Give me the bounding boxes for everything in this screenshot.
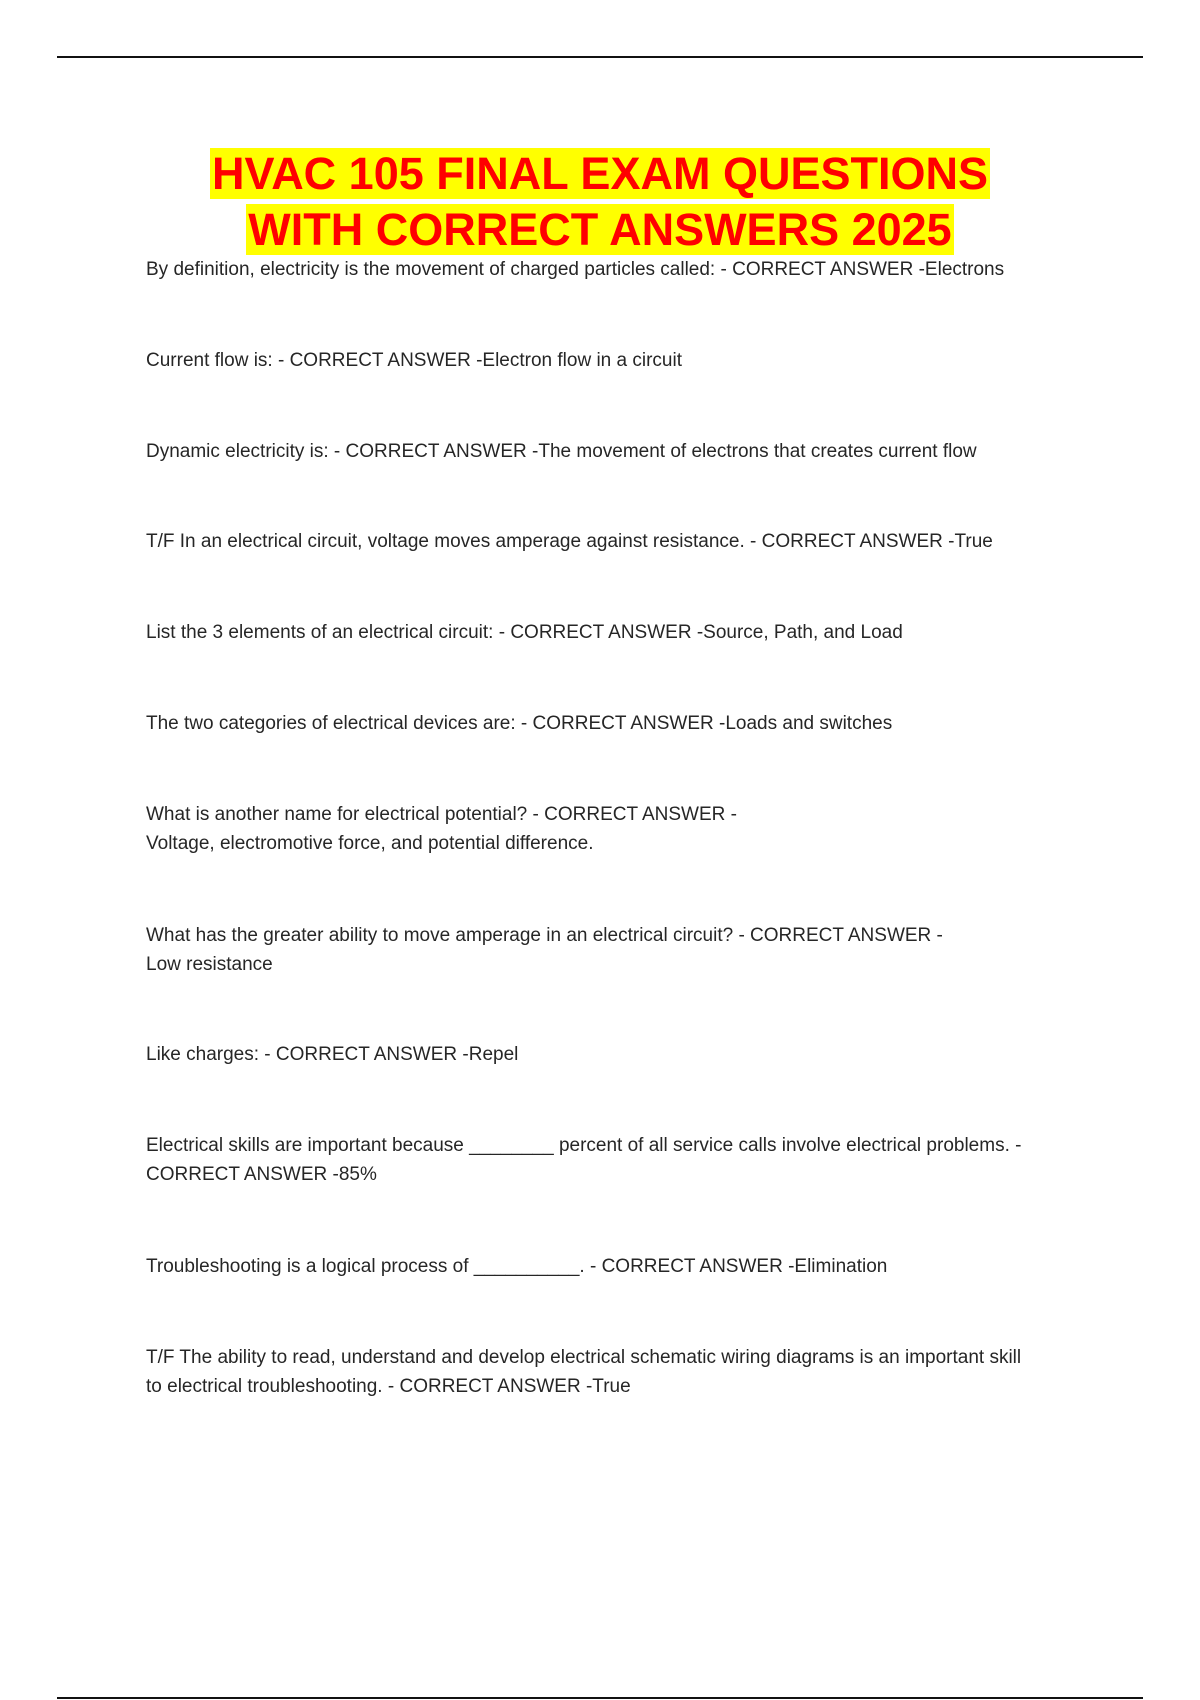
top-divider	[57, 56, 1143, 58]
bottom-divider	[57, 1697, 1143, 1699]
qa-item-7: What is another name for electrical potential? - CORRECT ANSWER - Voltage, electromotive force, and potential difference.	[146, 804, 737, 854]
qa-item-2: Current flow is: - CORRECT ANSWER -Electron flow in a circuit	[146, 350, 682, 371]
qa-item-3: Dynamic electricity is: - CORRECT ANSWER -The movement of electrons that creates current flow	[146, 441, 977, 462]
title-line-2: WITH CORRECT ANSWERS 2025	[248, 204, 952, 255]
qa-item-5: List the 3 elements of an electrical circuit: - CORRECT ANSWER -Source, Path, and Load	[146, 622, 903, 643]
document-title	[0, 146, 1200, 258]
qa-item-9: Like charges: - CORRECT ANSWER -Repel	[146, 1044, 519, 1065]
qa-item-6: The two categories of electrical devices are: - CORRECT ANSWER -Loads and switches	[146, 713, 893, 734]
qa-item-4: T/F In an electrical circuit, voltage moves amperage against resistance. - CORRECT ANSWER -True	[146, 531, 993, 552]
qa-item-10: Electrical skills are important because ________ percent of all service calls involve electrical problems. - CORRECT ANSWER -85%	[146, 1135, 1022, 1185]
qa-item-8: What has the greater ability to move amperage in an electrical circuit? - CORRECT ANSWER - Low resistance	[146, 925, 943, 975]
qa-item-12: T/F The ability to read, understand and develop electrical schematic wiring diagrams is an important skill to electrical troubleshooting. - CORRECT ANSWER -True	[146, 1347, 1022, 1397]
qa-item-11: Troubleshooting is a logical process of __________. - CORRECT ANSWER -Elimination	[146, 1256, 888, 1277]
title-line-1: HVAC 105 FINAL EXAM QUESTIONS	[212, 148, 988, 199]
qa-item-1: By definition, electricity is the movement of charged particles called: - CORRECT ANSWER -Electrons	[146, 259, 1005, 280]
